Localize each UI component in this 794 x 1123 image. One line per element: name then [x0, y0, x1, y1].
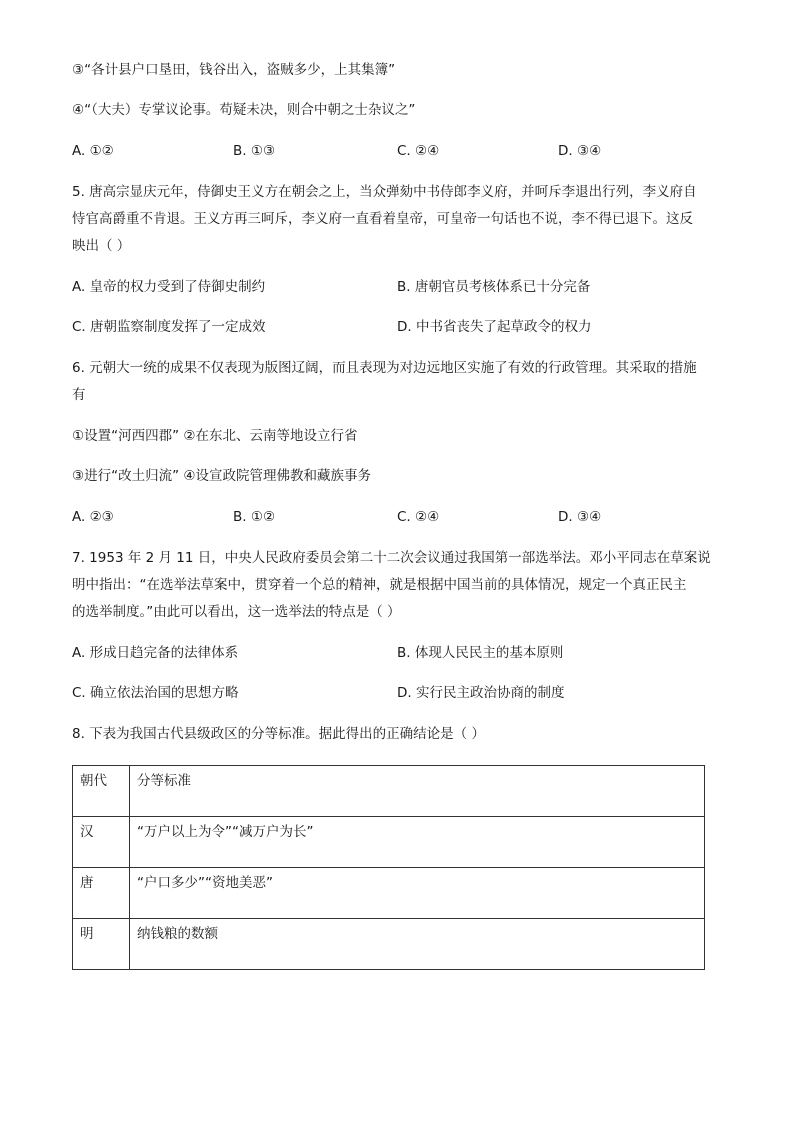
q6-option-b: B. ①② [233, 509, 276, 525]
q5-option-a: A. 皇帝的权力受到了侍御史制约 [72, 279, 266, 295]
option-c: C. ②④ [397, 143, 440, 159]
q6-option-d: D. ③④ [558, 509, 602, 525]
cell-standard: “万户以上为令”“减万户为长” [130, 817, 705, 868]
cell-dynasty: 唐 [73, 868, 130, 919]
q6-option-c: C. ②④ [397, 509, 440, 525]
q8-stem: 8. 下表为我国古代县级政区的分等标准。据此得出的正确结论是（ ） [72, 726, 485, 742]
county-grading-table [72, 765, 705, 970]
q7-stem-line3: 的选举制度。”由此可以看出，这一选举法的特点是（ ） [72, 604, 401, 620]
header-dynasty: 朝代 [73, 766, 130, 817]
option-a: A. ①② [72, 143, 114, 159]
cell-standard: “户口多少”“资地美恶” [130, 868, 705, 919]
q7-option-a: A. 形成日趋完备的法律体系 [72, 645, 239, 661]
q6-stem-line1: 6. 元朝大一统的成果不仅表现为版图辽阔，而且表现为对边远地区实施了有效的行政管理。其采取的措施 [72, 360, 697, 376]
table-row [73, 868, 705, 919]
q5-stem-line2: 恃官高爵重不肯退。王义方再三呵斥，李义府一直看着皇帝，可皇帝一句话也不说，李不得已退下。这反 [72, 211, 693, 227]
option-d: D. ③④ [558, 143, 602, 159]
table-row [73, 817, 705, 868]
q7-option-d: D. 实行民主政治协商的制度 [397, 685, 565, 701]
cell-standard: 纳钱粮的数额 [130, 919, 705, 970]
cell-dynasty: 明 [73, 919, 130, 970]
item-4: ④“（大夫）专掌议论事。苟疑未决，则合中朝之士杂议之” [72, 102, 416, 118]
q5-stem-line1: 5. 唐高宗显庆元年，侍御史王义方在朝会之上，当众弹劾中书侍郎李义府，并呵斥李退出行列，李义府自 [72, 184, 697, 200]
option-b: B. ①③ [233, 143, 276, 159]
q7-option-c: C. 确立依法治国的思想方略 [72, 685, 239, 701]
q7-stem-line2: 明中指出：“在选举法草案中，贯穿着一个总的精神，就是根据中国当前的具体情况，规定一个真正民主 [72, 577, 687, 593]
q7-option-b: B. 体现人民民主的基本原则 [397, 645, 564, 661]
cell-dynasty: 汉 [73, 817, 130, 868]
q6-items-1: ①设置“河西四郡” ②在东北、云南等地设立行省 [72, 428, 358, 444]
table-header-row [73, 766, 705, 817]
q6-option-a: A. ②③ [72, 509, 114, 525]
q5-option-b: B. 唐朝官员考核体系已十分完备 [397, 279, 591, 295]
item-3: ③“各计县户口垦田，钱谷出入，盗贼多少，上其集簿” [72, 62, 396, 78]
q5-option-d: D. 中书省丧失了起草政令的权力 [397, 319, 592, 335]
q6-items-2: ③进行“改土归流” ④设宣政院管理佛教和藏族事务 [72, 468, 371, 484]
table-row [73, 919, 705, 970]
q7-stem-line1: 7. 1953 年 2 月 11 日，中央人民政府委员会第二十二次会议通过我国第一部选举法。邓小平同志在草案说 [72, 550, 711, 566]
header-standard: 分等标准 [130, 766, 705, 817]
q6-stem-line2: 有 [72, 387, 86, 403]
q5-stem-line3: 映出（ ） [72, 238, 131, 254]
q5-option-c: C. 唐朝监察制度发挥了一定成效 [72, 319, 266, 335]
